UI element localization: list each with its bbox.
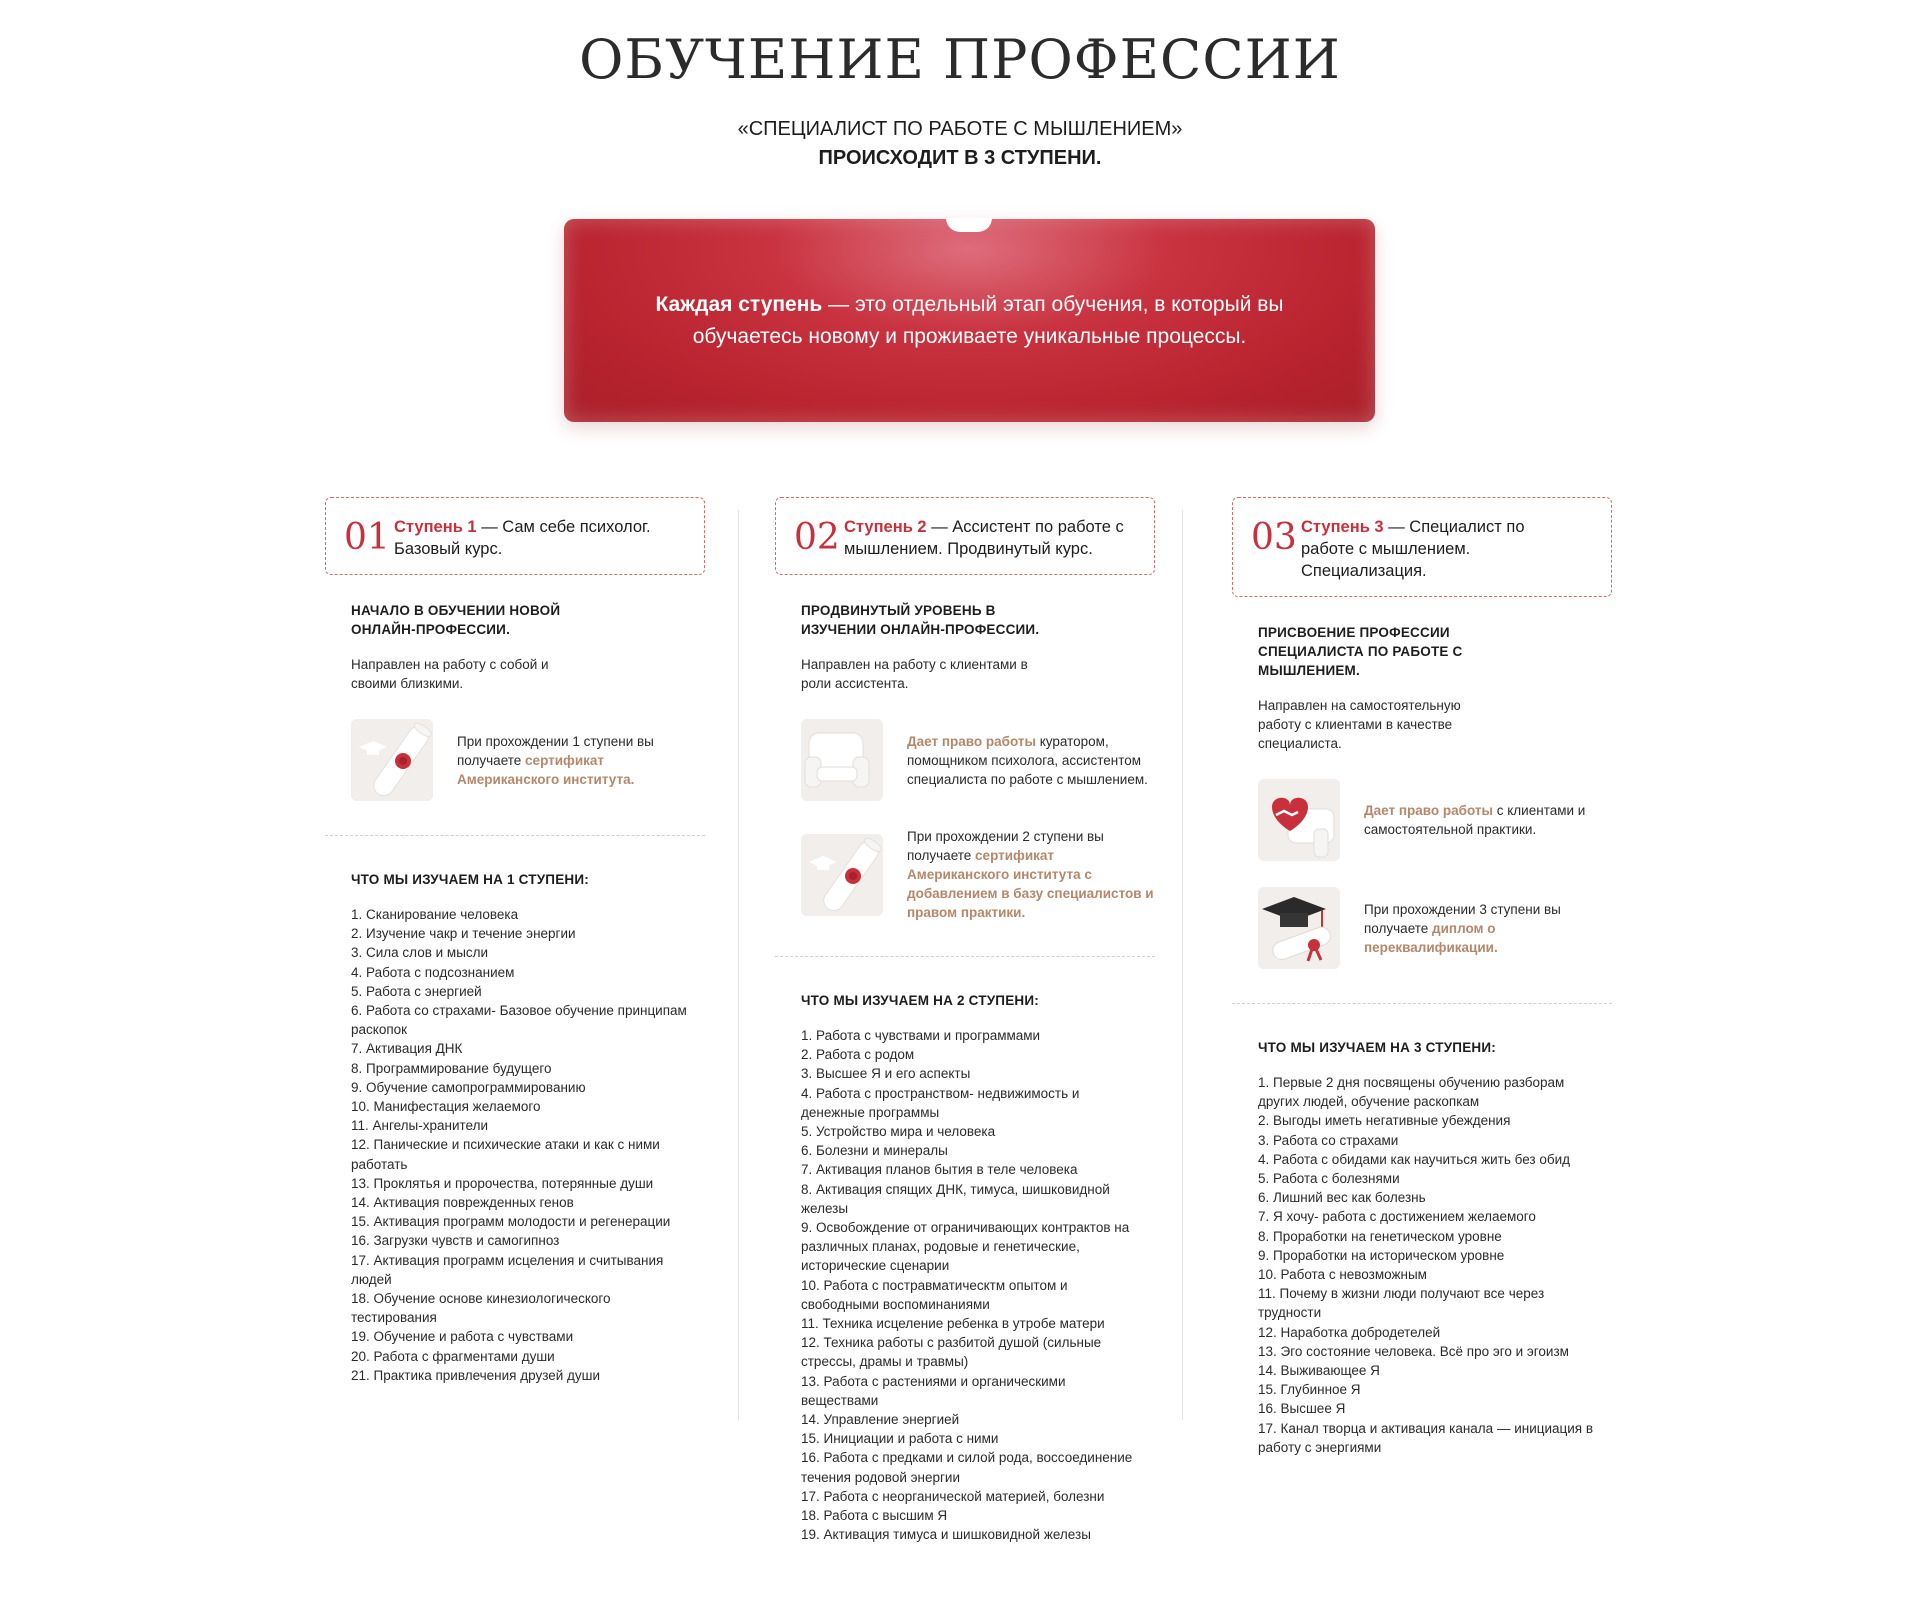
intro-banner xyxy=(564,219,1375,422)
curriculum-item: 21. Практика привлечения друзей души xyxy=(351,1367,601,1383)
step-description: — Специалист по работе с мышлением. Специализация. xyxy=(1301,518,1525,580)
curriculum-item: 8. Активация спящих ДНК, тимуса, шишковидной железы xyxy=(801,1181,1110,1216)
graduation-cap-diploma-icon xyxy=(1258,887,1340,969)
banner-notch xyxy=(946,218,992,232)
curriculum-item: 16. Загрузки чувств и самогипноз xyxy=(351,1233,560,1249)
curriculum-item: 12. Техника работы с разбитой душой (сильные стрессы, драмы и травмы) xyxy=(801,1335,1102,1370)
curriculum-item: 4. Работа с обидами как научиться жить без обид xyxy=(1258,1151,1571,1167)
feature-text-accent: Дает право работы xyxy=(907,733,1036,749)
step-header-box xyxy=(775,497,1155,575)
subtitle-line-2: ПРОИСХОДИТ В 3 СТУПЕНИ. xyxy=(818,147,1102,169)
step-name: Ступень 3 xyxy=(1301,518,1384,536)
curriculum-item: 12. Наработка добродетелей xyxy=(1258,1324,1441,1340)
section-separator xyxy=(325,835,705,836)
step-column-1 xyxy=(325,497,705,1385)
feature-item xyxy=(351,719,705,801)
feature-text-post: куратором, помощником психолога, ассистентом специалиста по работе с мышлением. xyxy=(907,733,1148,787)
curriculum-item: 10. Работа с постравматическтм опытом и свободными воспоминаниями xyxy=(801,1277,1068,1312)
curriculum-item: 14. Выживающее Я xyxy=(1258,1363,1380,1379)
curriculum-item: 13. Работа с растениями и органическими веществами xyxy=(801,1373,1066,1408)
curriculum-item: 5. Устройство мира и человека xyxy=(801,1124,996,1140)
curriculum-item: 6. Работа со страхами- Базовое обучение принципам раскопок xyxy=(351,1003,687,1038)
curriculum-item: 3. Сила слов и мысли xyxy=(351,945,489,961)
curriculum-item: 9. Обучение самопрограммированию xyxy=(351,1079,586,1095)
diploma-scroll-icon xyxy=(351,719,433,801)
feature-text xyxy=(1364,801,1612,839)
feature-text xyxy=(907,827,1155,922)
step-heading: НАЧАЛО В ОБУЧЕНИИ НОВОЙ ОНЛАЙН-ПРОФЕССИИ. xyxy=(351,603,561,637)
feature-text-accent: Дает право работы xyxy=(1364,803,1493,818)
curriculum-item: 15. Инициации и работа с ними xyxy=(801,1431,999,1447)
feature-item xyxy=(801,719,1155,801)
step-description: — Сам себе психолог. Базовый курс. xyxy=(394,518,651,558)
curriculum-item: 17. Канал творца и активация канала — инициация в работу с энергиями xyxy=(1258,1420,1594,1455)
curriculum-item: 12. Панические и психические атаки и как с ними работать xyxy=(351,1137,660,1172)
curriculum-item: 10. Работа с невозможным xyxy=(1258,1267,1427,1283)
curriculum-item: 4. Работа с пространством- недвижимость и денежные программы xyxy=(801,1085,1080,1120)
curriculum-item: 13. Эго состояние человека. Всё про эго и эгоизм xyxy=(1258,1343,1569,1359)
curriculum-item: 19. Активация тимуса и шишковидной железы xyxy=(801,1527,1091,1543)
feature-item xyxy=(801,827,1155,922)
step-number: 01 xyxy=(344,517,390,558)
curriculum-item: 5. Работа с энергией xyxy=(351,983,482,999)
curriculum-list xyxy=(775,1026,1141,1544)
curriculum-heading: ЧТО МЫ ИЗУЧАЕМ НА 2 СТУПЕНИ: xyxy=(801,993,1039,1008)
feature-text-pre: При прохождении 3 ступени вы получаете xyxy=(1364,901,1561,936)
feature-text-pre: При прохождении 1 ступени вы получаете xyxy=(457,733,654,768)
curriculum-item: 4. Работа с подсознанием xyxy=(351,964,515,980)
step-name: Ступень 1 xyxy=(394,518,477,536)
feature-text xyxy=(907,732,1155,789)
curriculum-item: 10. Манифестация желаемого xyxy=(351,1099,541,1115)
curriculum-item: 9. Освобождение от ограничивающих контрактов на различных планах, родовые и генетические, исторические сценарии xyxy=(801,1220,1130,1274)
subtitle-line-1: «СПЕЦИАЛИСТ ПО РАБОТЕ С МЫШЛЕНИЕМ» xyxy=(737,118,1183,140)
curriculum-item: 11. Техника исцеление ребенка в утробе матери xyxy=(801,1316,1105,1332)
curriculum-item: 5. Работа с болезнями xyxy=(1258,1171,1400,1187)
step-direction: Направлен на работу с клиентами в роли ассистента. xyxy=(801,657,1028,691)
curriculum-list xyxy=(325,905,691,1385)
curriculum-item: 15. Глубинное Я xyxy=(1258,1382,1361,1398)
curriculum-item: 18. Обучение основе кинезиологического тестирования xyxy=(351,1291,611,1326)
curriculum-item: 17. Активация программ исцеления и считывания людей xyxy=(351,1252,664,1287)
step-direction: Направлен на самостоятельную работу с клиентами в качестве специалиста. xyxy=(1258,698,1461,751)
banner-body: — это отдельный этап обучения, в который вы обучаетесь новому и проживаете уникальные процессы. xyxy=(692,293,1284,348)
feature-item xyxy=(1258,887,1612,969)
curriculum-item: 7. Активация ДНК xyxy=(351,1041,463,1057)
curriculum-item: 19. Обучение и работа с чувствами xyxy=(351,1329,574,1345)
feature-item xyxy=(1258,779,1612,861)
curriculum-item: 17. Работа с неорганической материей, болезни xyxy=(801,1488,1105,1504)
curriculum-list xyxy=(1232,1073,1598,1457)
section-separator xyxy=(1232,1003,1612,1004)
curriculum-item: 13. Проклятья и пророчества, потерянные души xyxy=(351,1175,654,1191)
feature-text xyxy=(457,732,705,789)
curriculum-item: 7. Активация планов бытия в теле человека xyxy=(801,1162,1078,1178)
curriculum-item: 1. Работа с чувствами и программами xyxy=(801,1028,1041,1043)
step-heading: ПРОДВИНУТЫЙ УРОВЕНЬ В ИЗУЧЕНИИ ОНЛАЙН-ПРОФЕССИИ. xyxy=(801,603,1040,637)
curriculum-item: 3. Высшее Я и его аспекты xyxy=(801,1066,971,1082)
curriculum-item: 18. Работа с высшим Я xyxy=(801,1508,948,1524)
step-header-box xyxy=(1232,497,1612,597)
step-number: 03 xyxy=(1251,517,1297,558)
curriculum-item: 1. Сканирование человека xyxy=(351,907,519,922)
step-number: 02 xyxy=(794,517,840,558)
curriculum-item: 3. Работа со страхами xyxy=(1258,1132,1399,1148)
step-heading: ПРИСВОЕНИЕ ПРОФЕССИИ СПЕЦИАЛИСТА ПО РАБОТЕ С МЫШЛЕНИЕМ. xyxy=(1258,625,1463,678)
section-separator xyxy=(775,956,1155,957)
step-header-box xyxy=(325,497,705,575)
curriculum-item: 15. Активация программ молодости и регенерации xyxy=(351,1214,671,1230)
curriculum-item: 8. Программирование будущего xyxy=(351,1060,552,1076)
curriculum-item: 11. Почему в жизни люди получают все через трудности xyxy=(1258,1286,1545,1321)
column-divider xyxy=(1182,510,1183,1420)
curriculum-item: 20. Работа с фрагментами души xyxy=(351,1348,555,1364)
curriculum-item: 8. Проработки на генетическом уровне xyxy=(1258,1228,1502,1244)
step-name: Ступень 2 xyxy=(844,518,927,536)
curriculum-item: 6. Лишний вес как болезнь xyxy=(1258,1190,1426,1206)
feature-text-accent: диплом о переквалификации. xyxy=(1364,920,1498,955)
feature-text-post: с клиентами и самостоятельной практики. xyxy=(1364,803,1586,837)
feature-text-accent: сертификат Американского института. xyxy=(457,752,635,787)
page-subtitle xyxy=(0,115,1920,173)
curriculum-item: 16. Высшее Я xyxy=(1258,1401,1346,1417)
heart-handshake-icon xyxy=(1258,779,1340,861)
armchair-handshake-icon xyxy=(801,719,883,801)
banner-text xyxy=(604,289,1335,353)
feature-text-pre: При прохождении 2 ступени вы получаете xyxy=(907,829,1104,863)
curriculum-item: 11. Ангелы-хранители xyxy=(351,1118,489,1134)
step-title xyxy=(842,516,1124,560)
banner-bold: Каждая ступень xyxy=(655,293,823,316)
column-divider xyxy=(738,510,739,1420)
step-direction: Направлен на работу с собой и своими близкими. xyxy=(351,657,549,691)
curriculum-item: 9. Проработки на историческом уровне xyxy=(1258,1247,1505,1263)
curriculum-item: 2. Работа с родом xyxy=(801,1047,915,1063)
curriculum-heading: ЧТО МЫ ИЗУЧАЕМ НА 1 СТУПЕНИ: xyxy=(351,872,589,887)
curriculum-item: 2. Изучение чакр и течение энергии xyxy=(351,926,576,942)
curriculum-item: 2. Выгоды иметь негативные убеждения xyxy=(1258,1113,1511,1129)
step-column-2 xyxy=(775,497,1155,1544)
curriculum-item: 16. Работа с предками и силой рода, воссоединение течения родовой энергии xyxy=(801,1450,1133,1485)
feature-text xyxy=(1364,900,1612,957)
curriculum-item: 14. Управление энергией xyxy=(801,1412,960,1428)
step-description: — Ассистент по работе с мышлением. Продвинутый курс. xyxy=(844,518,1124,558)
curriculum-item: 6. Болезни и минералы xyxy=(801,1143,948,1159)
step-title xyxy=(1299,516,1581,582)
curriculum-item: 1. Первые 2 дня посвящены обучению разборам других людей, обучение раскопкам xyxy=(1258,1075,1565,1110)
step-title xyxy=(392,516,674,560)
curriculum-item: 7. Я хочу- работа с достижением желаемого xyxy=(1258,1209,1536,1225)
page-title: ОБУЧЕНИЕ ПРОФЕССИИ xyxy=(579,28,1341,91)
curriculum-item: 14. Активация поврежденных генов xyxy=(351,1195,574,1211)
step-column-3 xyxy=(1232,497,1612,1457)
feature-text-accent: сертификат Американского института с добавлением в базу специалистов и правом практики. xyxy=(907,848,1154,920)
diploma-scroll-icon xyxy=(801,834,883,916)
curriculum-heading: ЧТО МЫ ИЗУЧАЕМ НА 3 СТУПЕНИ: xyxy=(1258,1040,1496,1055)
